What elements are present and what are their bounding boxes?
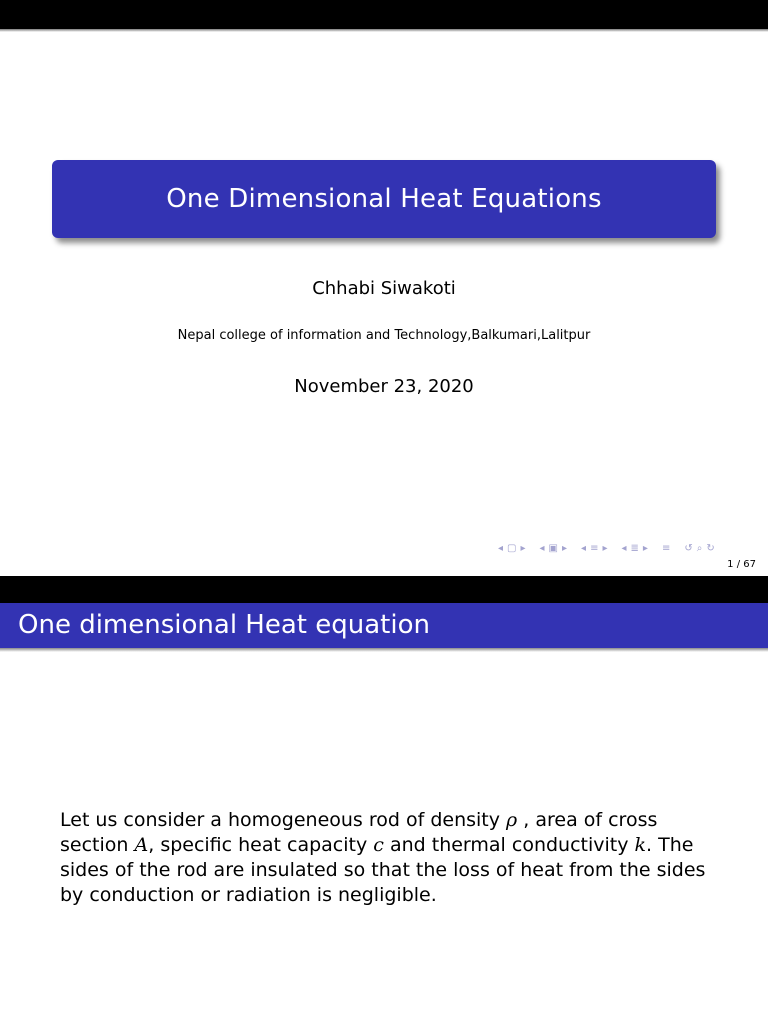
body-text-4: specific heat capacity — [160, 834, 374, 856]
nav-next-section-icon[interactable]: ▸ — [642, 542, 648, 554]
author: Chhabi Siwakoti — [312, 278, 456, 299]
body-text-1: Let us consider a homogeneous rod of density — [60, 809, 507, 831]
body-text-6: . The sides of the rod are insulated so that the loss of heat from the sides by conduction or radiation is negligible. — [60, 834, 706, 906]
search-icon[interactable]: ⌕ — [696, 542, 703, 554]
page-number: 1 / 67 — [727, 559, 756, 570]
nav-prev-frame-icon[interactable]: ◂ — [539, 542, 545, 554]
nav-prev-subsection-icon[interactable]: ◂ — [581, 542, 587, 554]
heat-capacity-symbol: c — [373, 834, 384, 856]
body-text-3: , — [148, 834, 155, 856]
body-paragraph — [60, 808, 720, 908]
forward-icon[interactable]: ↻ — [706, 542, 715, 554]
nav-next-slide-icon[interactable]: ▸ — [520, 542, 526, 554]
slide-icon[interactable]: ▢ — [507, 542, 517, 554]
back-icon[interactable]: ↺ — [684, 542, 693, 554]
rho-symbol: ρ — [506, 809, 518, 831]
nav-next-frame-icon[interactable]: ▸ — [562, 542, 568, 554]
date: November 23, 2020 — [294, 376, 474, 397]
subsection-icon[interactable]: ≡ — [590, 542, 599, 554]
slide2-top-bar — [0, 576, 768, 603]
nav-prev-slide-icon[interactable]: ◂ — [498, 542, 504, 554]
top-bar — [0, 0, 768, 29]
frame-title-shadow — [0, 648, 768, 652]
nav-prev-section-icon[interactable]: ◂ — [621, 542, 627, 554]
area-symbol: A — [134, 834, 149, 856]
beamer-navigation — [498, 541, 764, 555]
body-text-2: , area of cross section — [60, 809, 658, 856]
content-slide — [0, 576, 768, 1024]
top-bar-shadow — [0, 29, 768, 32]
frame-title: One dimensional Heat equation — [18, 610, 430, 640]
presentation-title: One Dimensional Heat Equations — [166, 184, 602, 214]
title-box — [52, 160, 716, 238]
document-icon[interactable]: ≡ — [661, 542, 671, 554]
nav-next-subsection-icon[interactable]: ▸ — [602, 542, 608, 554]
conductivity-symbol: k — [634, 834, 647, 856]
section-icon[interactable]: ≣ — [630, 542, 639, 554]
body-text-5: and thermal conductivity — [383, 834, 635, 856]
frame-icon[interactable]: ▣ — [548, 542, 558, 554]
institute: Nepal college of information and Technology,Balkumari,Lalitpur — [177, 328, 591, 343]
